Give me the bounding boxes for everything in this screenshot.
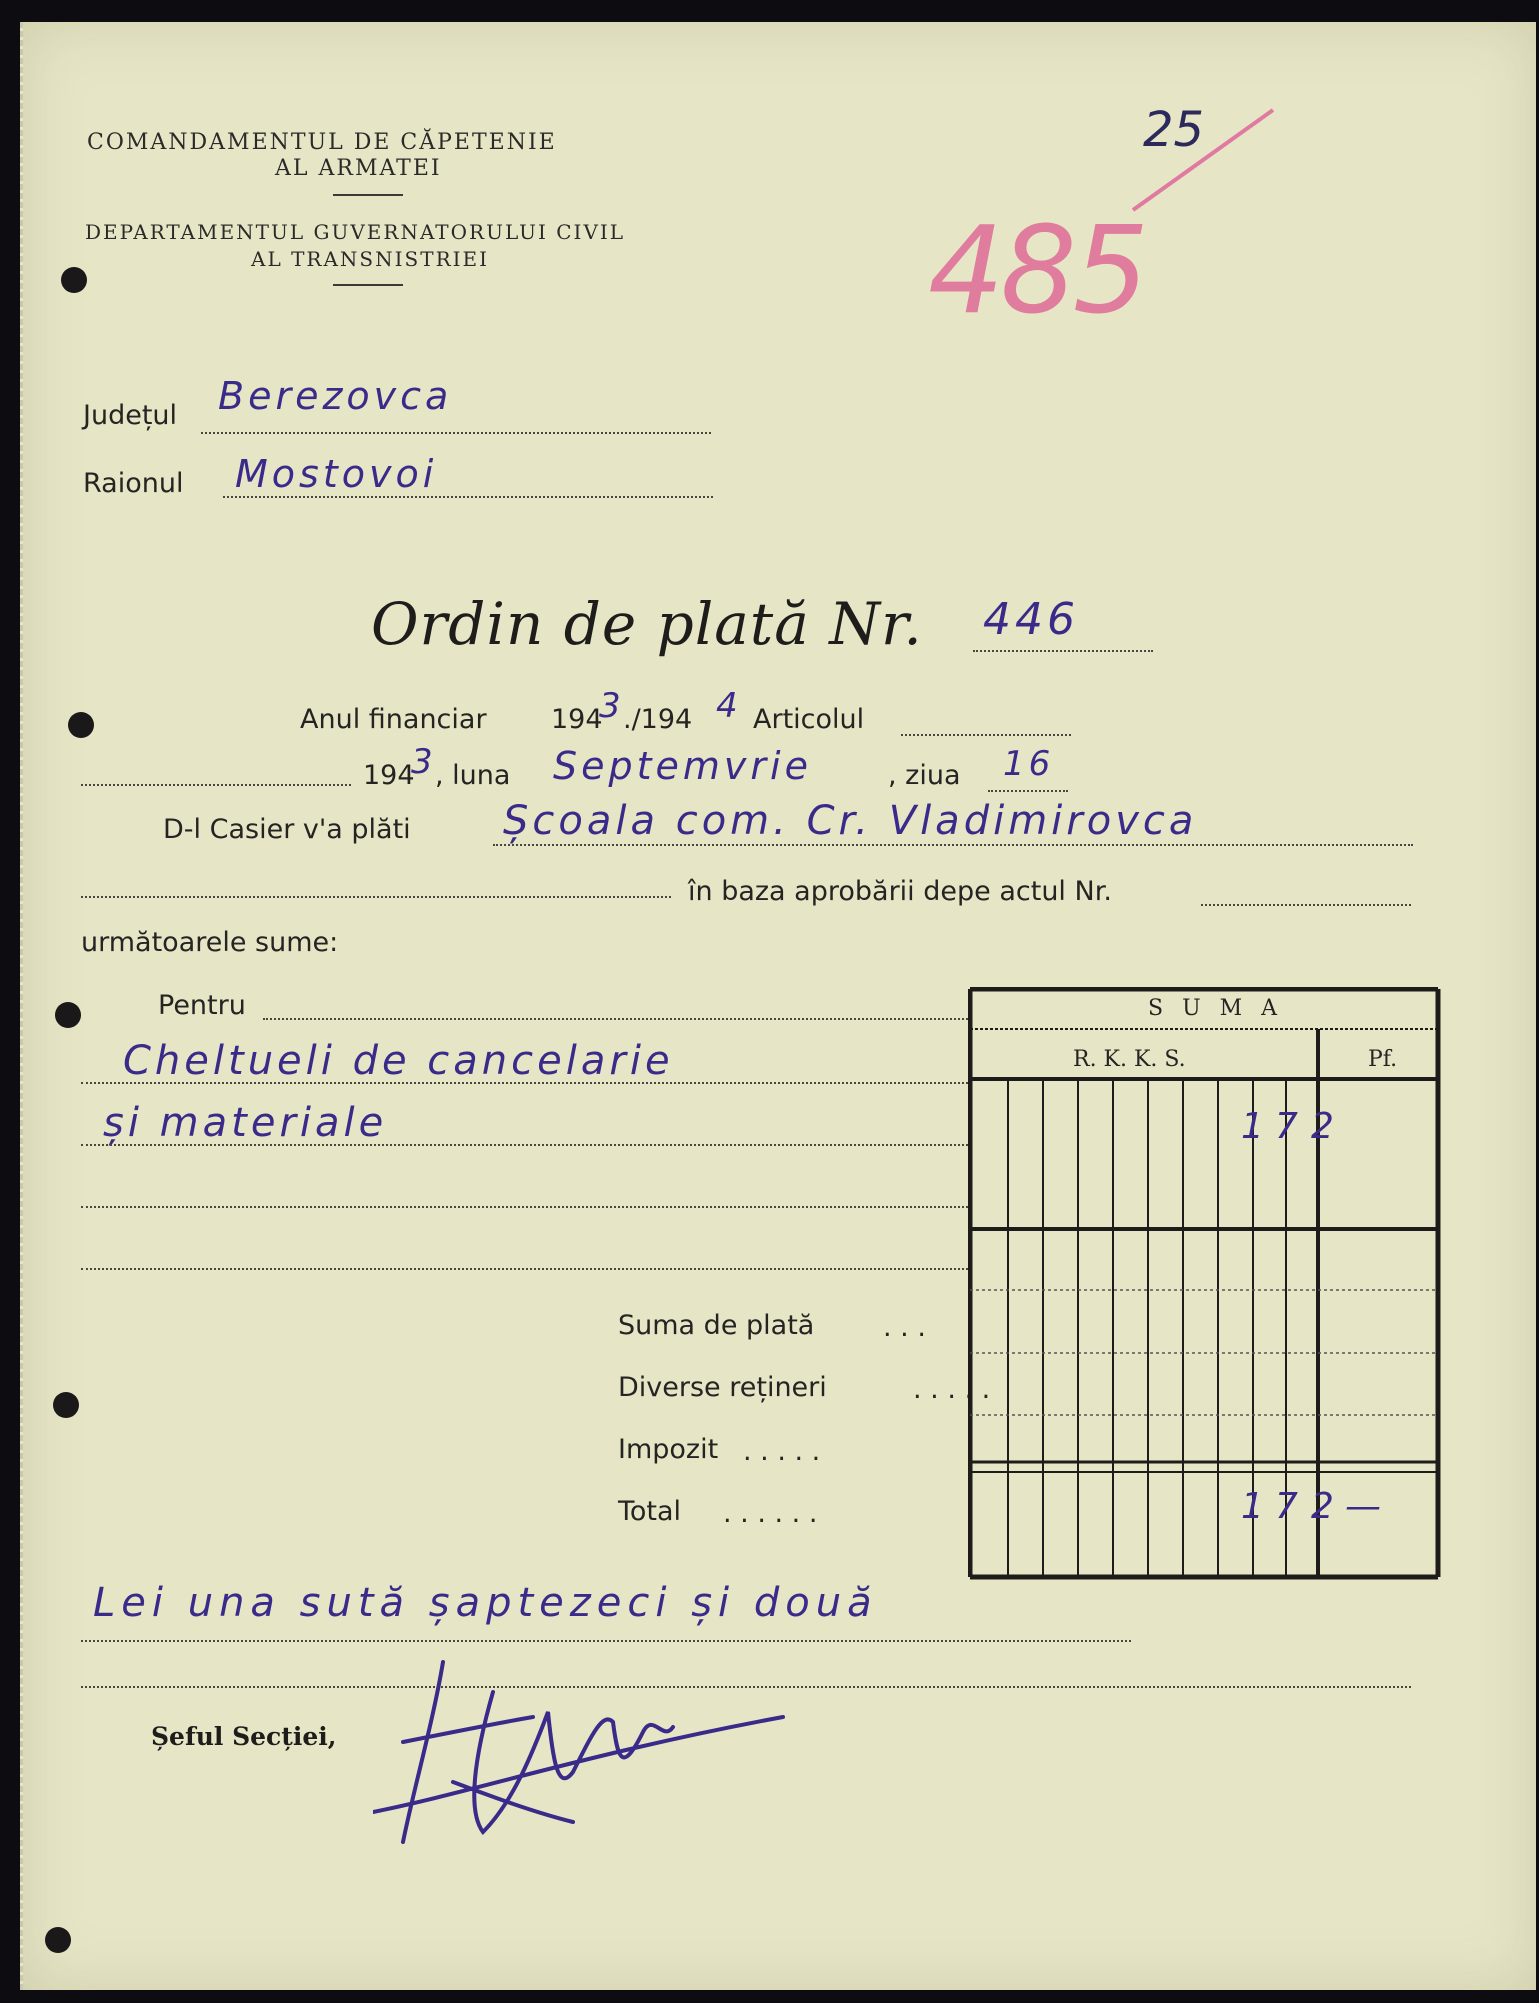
order-title: Ordin de plată Nr. bbox=[371, 590, 923, 658]
punch-hole bbox=[53, 1392, 79, 1418]
casier-line bbox=[493, 844, 1413, 846]
casier-label: D-l Casier v'a plăti bbox=[163, 814, 411, 845]
amount-in-words: Lei una sută șaptezeci și două bbox=[93, 1580, 878, 1626]
aprobare-lead-line bbox=[81, 896, 671, 898]
summary-leader-1: . . . bbox=[883, 1312, 926, 1343]
aprobare-label: în baza aprobării depe actul Nr. bbox=[688, 876, 1112, 907]
year-b-digit: 4 bbox=[716, 686, 742, 726]
total-digit-2: 7 bbox=[1275, 1486, 1298, 1527]
summary-leader-3: . . . . . bbox=[743, 1436, 821, 1467]
punch-hole bbox=[61, 267, 87, 293]
year2-digit: 3 bbox=[411, 742, 437, 782]
articol-line bbox=[901, 734, 1071, 736]
suma-header: S U M A bbox=[1148, 996, 1284, 1021]
raion-line bbox=[223, 496, 713, 498]
articol-label: Articolul bbox=[753, 704, 865, 735]
total-pf: — bbox=[1345, 1486, 1381, 1527]
pentru-label: Pentru bbox=[158, 990, 246, 1021]
summary-label-2: Diverse rețineri bbox=[618, 1372, 827, 1403]
judet-line bbox=[201, 432, 711, 434]
year-a-prefix: 194 bbox=[551, 704, 603, 735]
summary-label-1: Suma de plată bbox=[618, 1310, 815, 1341]
total-digit-3: 2 bbox=[1311, 1486, 1334, 1527]
punch-hole bbox=[68, 712, 94, 738]
luna-label: , luna bbox=[435, 760, 511, 791]
year-a-digit: 3 bbox=[599, 686, 625, 726]
signature bbox=[373, 1622, 813, 1862]
ziua-label: , ziua bbox=[888, 760, 961, 791]
sef-label: Șeful Secției, bbox=[151, 1722, 337, 1751]
year-lead-line bbox=[81, 784, 351, 786]
sume-label: următoarele sume: bbox=[81, 927, 339, 958]
pf-header: Pf. bbox=[1368, 1047, 1398, 1072]
pentru-text-2: și materiale bbox=[103, 1100, 388, 1146]
header-line-1: COMANDAMENTUL DE CĂPETENIE bbox=[87, 130, 557, 155]
red-pencil-number: 485 bbox=[928, 202, 1146, 341]
pentru-line-0 bbox=[263, 1018, 968, 1020]
raion-label: Raionul bbox=[83, 468, 184, 499]
header-rule bbox=[333, 284, 403, 286]
order-number-line bbox=[973, 650, 1153, 652]
header-line-2: AL ARMATEI bbox=[275, 156, 442, 181]
archive-number: 25 bbox=[1143, 102, 1205, 158]
summary-leader-4: . . . . . . bbox=[723, 1498, 818, 1529]
total-digit-1: 1 bbox=[1241, 1486, 1264, 1527]
punch-hole bbox=[45, 1927, 71, 1953]
pentru-text-1: Cheltueli de cancelarie bbox=[123, 1038, 674, 1084]
fiscal-label: Anul financiar bbox=[300, 704, 487, 735]
casier-value: Școala com. Cr. Vladimirovca bbox=[503, 798, 1198, 844]
header-rule bbox=[333, 194, 403, 196]
row1-digit-1: 1 bbox=[1241, 1106, 1264, 1147]
judet-value: Berezovca bbox=[218, 374, 453, 418]
pentru-line-1 bbox=[81, 1082, 968, 1084]
order-number: 446 bbox=[983, 594, 1079, 645]
punch-hole bbox=[55, 1002, 81, 1028]
aprobare-line bbox=[1201, 904, 1411, 906]
pentru-line-3 bbox=[81, 1206, 968, 1208]
pentru-line-2 bbox=[81, 1144, 968, 1146]
summary-leader-2: . . . . . bbox=[913, 1374, 991, 1405]
ziua-line bbox=[988, 790, 1068, 792]
summary-label-3: Impozit bbox=[618, 1434, 719, 1465]
row1-digit-2: 7 bbox=[1275, 1106, 1298, 1147]
year2-prefix: 194 bbox=[363, 760, 415, 791]
document-page bbox=[20, 22, 1536, 1990]
row1-digit-3: 2 bbox=[1311, 1106, 1334, 1147]
pentru-line-4 bbox=[81, 1268, 968, 1270]
rkks-header: R. K. K. S. bbox=[1073, 1047, 1186, 1072]
year-sep: ./194 bbox=[623, 704, 693, 735]
judet-label: Județul bbox=[83, 400, 178, 431]
strike-mark bbox=[1123, 100, 1283, 220]
raion-value: Mostovoi bbox=[235, 452, 438, 496]
luna-value: Septemvrie bbox=[553, 744, 812, 788]
header-line-4: AL TRANSNISTRIEI bbox=[251, 247, 490, 271]
ziua-value: 16 bbox=[1003, 744, 1055, 784]
summary-label-4: Total bbox=[618, 1496, 682, 1527]
header-line-3: DEPARTAMENTUL GUVERNATORULUI CIVIL bbox=[85, 220, 626, 244]
